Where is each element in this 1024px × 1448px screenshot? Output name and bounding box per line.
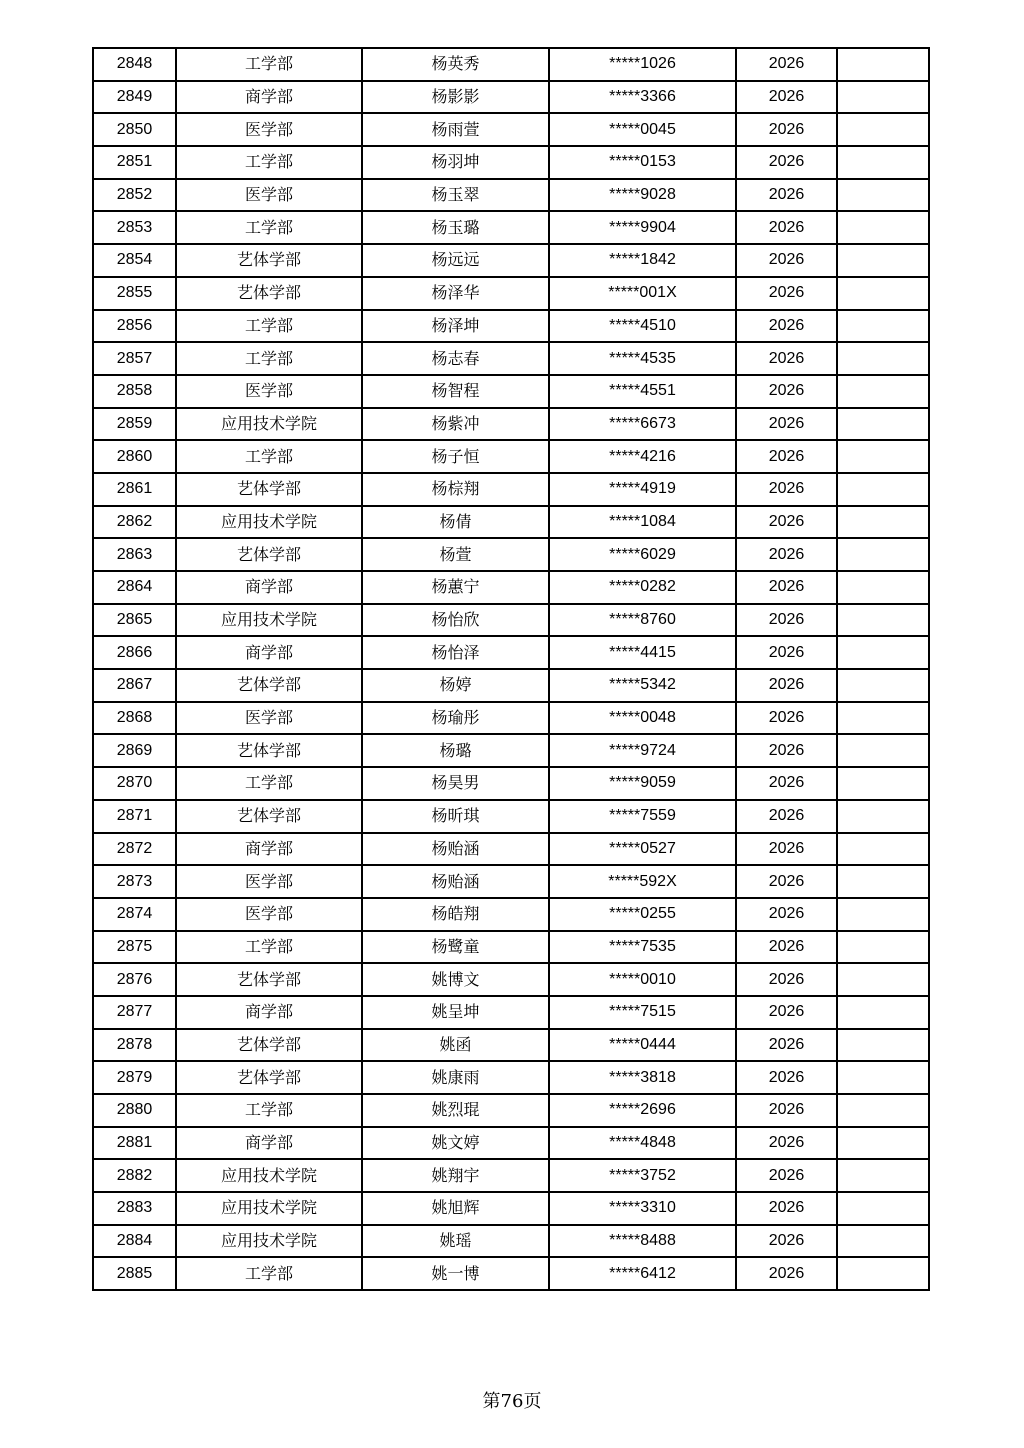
department-cell: 工学部 <box>176 1094 362 1127</box>
table-row <box>93 963 929 996</box>
id-number-cell: *****0010 <box>549 963 736 996</box>
table-row <box>93 1257 929 1290</box>
department-cell: 工学部 <box>176 1257 362 1290</box>
remarks-cell <box>837 1159 929 1192</box>
year-cell: 2026 <box>736 800 837 833</box>
serial-number-cell: 2858 <box>93 375 176 408</box>
remarks-cell <box>837 734 929 767</box>
department-cell: 商学部 <box>176 636 362 669</box>
table-row <box>93 931 929 964</box>
remarks-cell <box>837 833 929 866</box>
department-cell: 艺体学部 <box>176 538 362 571</box>
id-number-cell: *****4919 <box>549 473 736 506</box>
table-row <box>93 636 929 669</box>
serial-number-cell: 2863 <box>93 538 176 571</box>
remarks-cell <box>837 604 929 637</box>
student-name-cell: 姚翔宇 <box>362 1159 549 1192</box>
serial-number-cell: 2873 <box>93 865 176 898</box>
department-cell: 工学部 <box>176 767 362 800</box>
remarks-cell <box>837 342 929 375</box>
department-cell: 艺体学部 <box>176 1029 362 1062</box>
department-cell: 医学部 <box>176 702 362 735</box>
student-name-cell: 杨雨萱 <box>362 113 549 146</box>
id-number-cell: *****0048 <box>549 702 736 735</box>
student-name-cell: 杨婷 <box>362 669 549 702</box>
department-cell: 商学部 <box>176 81 362 114</box>
remarks-cell <box>837 48 929 81</box>
student-name-cell: 杨倩 <box>362 506 549 539</box>
id-number-cell: *****2696 <box>549 1094 736 1127</box>
serial-number-cell: 2856 <box>93 310 176 343</box>
year-cell: 2026 <box>736 375 837 408</box>
department-cell: 医学部 <box>176 898 362 931</box>
department-cell: 应用技术学院 <box>176 1192 362 1225</box>
year-cell: 2026 <box>736 113 837 146</box>
year-cell: 2026 <box>736 1094 837 1127</box>
year-cell: 2026 <box>736 408 837 441</box>
year-cell: 2026 <box>736 506 837 539</box>
year-cell: 2026 <box>736 1225 837 1258</box>
year-cell: 2026 <box>736 48 837 81</box>
id-number-cell: *****9028 <box>549 179 736 212</box>
remarks-cell <box>837 767 929 800</box>
student-name-cell: 杨蕙宁 <box>362 571 549 604</box>
remarks-cell <box>837 538 929 571</box>
student-name-cell: 杨昊男 <box>362 767 549 800</box>
department-cell: 艺体学部 <box>176 244 362 277</box>
id-number-cell: *****6412 <box>549 1257 736 1290</box>
remarks-cell <box>837 1257 929 1290</box>
id-number-cell: *****9059 <box>549 767 736 800</box>
id-number-cell: *****4535 <box>549 342 736 375</box>
student-name-cell: 杨瑜彤 <box>362 702 549 735</box>
department-cell: 工学部 <box>176 146 362 179</box>
serial-number-cell: 2857 <box>93 342 176 375</box>
student-name-cell: 杨紫冲 <box>362 408 549 441</box>
table-row <box>93 702 929 735</box>
remarks-cell <box>837 931 929 964</box>
year-cell: 2026 <box>736 702 837 735</box>
serial-number-cell: 2877 <box>93 996 176 1029</box>
remarks-cell <box>837 506 929 539</box>
table-row <box>93 1225 929 1258</box>
department-cell: 艺体学部 <box>176 277 362 310</box>
table-row <box>93 800 929 833</box>
year-cell: 2026 <box>736 440 837 473</box>
table-row <box>93 473 929 506</box>
student-name-cell: 杨怡欣 <box>362 604 549 637</box>
year-cell: 2026 <box>736 1127 837 1160</box>
id-number-cell: *****3310 <box>549 1192 736 1225</box>
student-name-cell: 杨贻涵 <box>362 833 549 866</box>
id-number-cell: *****9724 <box>549 734 736 767</box>
serial-number-cell: 2875 <box>93 931 176 964</box>
year-cell: 2026 <box>736 898 837 931</box>
serial-number-cell: 2883 <box>93 1192 176 1225</box>
student-name-cell: 杨智程 <box>362 375 549 408</box>
id-number-cell: *****7559 <box>549 800 736 833</box>
student-name-cell: 杨志春 <box>362 342 549 375</box>
department-cell: 工学部 <box>176 931 362 964</box>
id-number-cell: *****1026 <box>549 48 736 81</box>
student-name-cell: 杨贻涵 <box>362 865 549 898</box>
roster-table <box>92 47 930 1291</box>
serial-number-cell: 2878 <box>93 1029 176 1062</box>
remarks-cell <box>837 865 929 898</box>
id-number-cell: *****3752 <box>549 1159 736 1192</box>
student-name-cell: 杨影影 <box>362 81 549 114</box>
year-cell: 2026 <box>736 244 837 277</box>
year-cell: 2026 <box>736 604 837 637</box>
remarks-cell <box>837 81 929 114</box>
department-cell: 医学部 <box>176 375 362 408</box>
table-row <box>93 1061 929 1094</box>
department-cell: 艺体学部 <box>176 800 362 833</box>
student-name-cell: 杨远远 <box>362 244 549 277</box>
department-cell: 商学部 <box>176 996 362 1029</box>
serial-number-cell: 2864 <box>93 571 176 604</box>
remarks-cell <box>837 1127 929 1160</box>
id-number-cell: *****0045 <box>549 113 736 146</box>
table-row <box>93 310 929 343</box>
student-name-cell: 姚康雨 <box>362 1061 549 1094</box>
table-row <box>93 1192 929 1225</box>
table-row <box>93 865 929 898</box>
table-row <box>93 1029 929 1062</box>
department-cell: 商学部 <box>176 1127 362 1160</box>
table-row <box>93 538 929 571</box>
id-number-cell: *****8488 <box>549 1225 736 1258</box>
serial-number-cell: 2879 <box>93 1061 176 1094</box>
department-cell: 商学部 <box>176 833 362 866</box>
department-cell: 艺体学部 <box>176 734 362 767</box>
student-name-cell: 杨泽华 <box>362 277 549 310</box>
id-number-cell: *****592X <box>549 865 736 898</box>
table-row <box>93 81 929 114</box>
table-row <box>93 898 929 931</box>
serial-number-cell: 2871 <box>93 800 176 833</box>
student-name-cell: 姚烈琨 <box>362 1094 549 1127</box>
year-cell: 2026 <box>736 571 837 604</box>
serial-number-cell: 2884 <box>93 1225 176 1258</box>
id-number-cell: *****4510 <box>549 310 736 343</box>
department-cell: 商学部 <box>176 571 362 604</box>
serial-number-cell: 2868 <box>93 702 176 735</box>
student-name-cell: 杨羽坤 <box>362 146 549 179</box>
department-cell: 艺体学部 <box>176 963 362 996</box>
year-cell: 2026 <box>736 865 837 898</box>
remarks-cell <box>837 277 929 310</box>
department-cell: 艺体学部 <box>176 669 362 702</box>
student-name-cell: 杨昕琪 <box>362 800 549 833</box>
table-row <box>93 211 929 244</box>
table-row <box>93 767 929 800</box>
student-name-cell: 杨怡泽 <box>362 636 549 669</box>
department-cell: 工学部 <box>176 440 362 473</box>
id-number-cell: *****4848 <box>549 1127 736 1160</box>
remarks-cell <box>837 375 929 408</box>
remarks-cell <box>837 1225 929 1258</box>
id-number-cell: *****0282 <box>549 571 736 604</box>
remarks-cell <box>837 244 929 277</box>
student-name-cell: 姚瑶 <box>362 1225 549 1258</box>
serial-number-cell: 2881 <box>93 1127 176 1160</box>
department-cell: 应用技术学院 <box>176 1225 362 1258</box>
table-row <box>93 996 929 1029</box>
serial-number-cell: 2855 <box>93 277 176 310</box>
department-cell: 工学部 <box>176 310 362 343</box>
department-cell: 应用技术学院 <box>176 1159 362 1192</box>
remarks-cell <box>837 1192 929 1225</box>
serial-number-cell: 2852 <box>93 179 176 212</box>
student-name-cell: 姚呈坤 <box>362 996 549 1029</box>
serial-number-cell: 2882 <box>93 1159 176 1192</box>
table-row <box>93 506 929 539</box>
table-row <box>93 179 929 212</box>
remarks-cell <box>837 800 929 833</box>
table-row <box>93 571 929 604</box>
department-cell: 工学部 <box>176 342 362 375</box>
serial-number-cell: 2854 <box>93 244 176 277</box>
id-number-cell: *****1842 <box>549 244 736 277</box>
year-cell: 2026 <box>736 277 837 310</box>
remarks-cell <box>837 211 929 244</box>
remarks-cell <box>837 669 929 702</box>
serial-number-cell: 2867 <box>93 669 176 702</box>
remarks-cell <box>837 310 929 343</box>
serial-number-cell: 2872 <box>93 833 176 866</box>
student-name-cell: 杨璐 <box>362 734 549 767</box>
id-number-cell: *****4551 <box>549 375 736 408</box>
year-cell: 2026 <box>736 1061 837 1094</box>
remarks-cell <box>837 1094 929 1127</box>
id-number-cell: *****9904 <box>549 211 736 244</box>
remarks-cell <box>837 408 929 441</box>
remarks-cell <box>837 702 929 735</box>
year-cell: 2026 <box>736 734 837 767</box>
serial-number-cell: 2862 <box>93 506 176 539</box>
remarks-cell <box>837 996 929 1029</box>
department-cell: 医学部 <box>176 113 362 146</box>
remarks-cell <box>837 179 929 212</box>
table-row <box>93 113 929 146</box>
id-number-cell: *****0444 <box>549 1029 736 1062</box>
year-cell: 2026 <box>736 996 837 1029</box>
serial-number-cell: 2859 <box>93 408 176 441</box>
department-cell: 工学部 <box>176 211 362 244</box>
id-number-cell: *****0153 <box>549 146 736 179</box>
student-name-cell: 杨皓翔 <box>362 898 549 931</box>
student-name-cell: 杨萱 <box>362 538 549 571</box>
remarks-cell <box>837 898 929 931</box>
serial-number-cell: 2848 <box>93 48 176 81</box>
department-cell: 应用技术学院 <box>176 408 362 441</box>
student-name-cell: 杨玉翠 <box>362 179 549 212</box>
id-number-cell: *****4216 <box>549 440 736 473</box>
id-number-cell: *****6029 <box>549 538 736 571</box>
serial-number-cell: 2849 <box>93 81 176 114</box>
department-cell: 艺体学部 <box>176 473 362 506</box>
table-row <box>93 342 929 375</box>
id-number-cell: *****5342 <box>549 669 736 702</box>
table-row <box>93 1127 929 1160</box>
remarks-cell <box>837 571 929 604</box>
table-row <box>93 277 929 310</box>
year-cell: 2026 <box>736 669 837 702</box>
table-row <box>93 1094 929 1127</box>
id-number-cell: *****7515 <box>549 996 736 1029</box>
year-cell: 2026 <box>736 1192 837 1225</box>
student-name-cell: 杨子恒 <box>362 440 549 473</box>
remarks-cell <box>837 963 929 996</box>
year-cell: 2026 <box>736 473 837 506</box>
serial-number-cell: 2853 <box>93 211 176 244</box>
remarks-cell <box>837 1061 929 1094</box>
table-row <box>93 375 929 408</box>
student-name-cell: 杨英秀 <box>362 48 549 81</box>
serial-number-cell: 2876 <box>93 963 176 996</box>
table-row <box>93 408 929 441</box>
table-row <box>93 440 929 473</box>
student-name-cell: 姚旭辉 <box>362 1192 549 1225</box>
year-cell: 2026 <box>736 833 837 866</box>
year-cell: 2026 <box>736 963 837 996</box>
student-name-cell: 姚一博 <box>362 1257 549 1290</box>
year-cell: 2026 <box>736 342 837 375</box>
roster-table-body <box>93 48 929 1290</box>
table-row <box>93 669 929 702</box>
year-cell: 2026 <box>736 211 837 244</box>
student-name-cell: 姚博文 <box>362 963 549 996</box>
remarks-cell <box>837 113 929 146</box>
remarks-cell <box>837 1029 929 1062</box>
student-name-cell: 杨玉璐 <box>362 211 549 244</box>
department-cell: 艺体学部 <box>176 1061 362 1094</box>
id-number-cell: *****1084 <box>549 506 736 539</box>
id-number-cell: *****7535 <box>549 931 736 964</box>
year-cell: 2026 <box>736 931 837 964</box>
student-name-cell: 杨鹭童 <box>362 931 549 964</box>
year-cell: 2026 <box>736 1029 837 1062</box>
remarks-cell <box>837 440 929 473</box>
department-cell: 医学部 <box>176 179 362 212</box>
serial-number-cell: 2866 <box>93 636 176 669</box>
serial-number-cell: 2885 <box>93 1257 176 1290</box>
table-row <box>93 1159 929 1192</box>
serial-number-cell: 2870 <box>93 767 176 800</box>
year-cell: 2026 <box>736 636 837 669</box>
serial-number-cell: 2851 <box>93 146 176 179</box>
department-cell: 医学部 <box>176 865 362 898</box>
table-row <box>93 146 929 179</box>
year-cell: 2026 <box>736 1159 837 1192</box>
department-cell: 应用技术学院 <box>176 506 362 539</box>
department-cell: 工学部 <box>176 48 362 81</box>
student-name-cell: 杨棕翔 <box>362 473 549 506</box>
id-number-cell: *****0255 <box>549 898 736 931</box>
id-number-cell: *****4415 <box>549 636 736 669</box>
year-cell: 2026 <box>736 1257 837 1290</box>
remarks-cell <box>837 636 929 669</box>
student-name-cell: 杨泽坤 <box>362 310 549 343</box>
id-number-cell: *****3366 <box>549 81 736 114</box>
id-number-cell: *****0527 <box>549 833 736 866</box>
year-cell: 2026 <box>736 310 837 343</box>
serial-number-cell: 2869 <box>93 734 176 767</box>
department-cell: 应用技术学院 <box>176 604 362 637</box>
remarks-cell <box>837 146 929 179</box>
table-row <box>93 604 929 637</box>
table-row <box>93 734 929 767</box>
id-number-cell: *****3818 <box>549 1061 736 1094</box>
table-row <box>93 833 929 866</box>
page-number: 第76页 <box>482 1391 542 1412</box>
year-cell: 2026 <box>736 767 837 800</box>
serial-number-cell: 2860 <box>93 440 176 473</box>
remarks-cell <box>837 473 929 506</box>
serial-number-cell: 2850 <box>93 113 176 146</box>
serial-number-cell: 2861 <box>93 473 176 506</box>
year-cell: 2026 <box>736 81 837 114</box>
id-number-cell: *****001X <box>549 277 736 310</box>
serial-number-cell: 2874 <box>93 898 176 931</box>
roster-sheet <box>92 47 928 1291</box>
id-number-cell: *****8760 <box>549 604 736 637</box>
table-row <box>93 244 929 277</box>
table-row <box>93 48 929 81</box>
serial-number-cell: 2865 <box>93 604 176 637</box>
student-name-cell: 姚文婷 <box>362 1127 549 1160</box>
year-cell: 2026 <box>736 538 837 571</box>
serial-number-cell: 2880 <box>93 1094 176 1127</box>
year-cell: 2026 <box>736 179 837 212</box>
student-name-cell: 姚函 <box>362 1029 549 1062</box>
id-number-cell: *****6673 <box>549 408 736 441</box>
year-cell: 2026 <box>736 146 837 179</box>
